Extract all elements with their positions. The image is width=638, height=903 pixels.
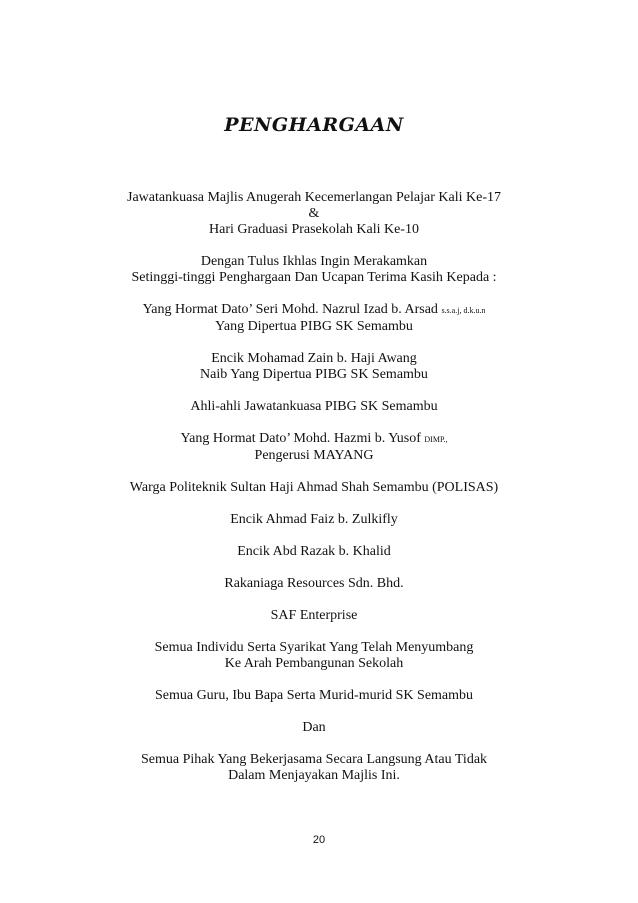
- acknowledgement-group: [110, 720, 518, 736]
- honorific-suffix: s.s.a.j, d.k.u.n: [441, 306, 486, 315]
- line-text: Warga Politeknik Sultan Haji Ahmad Shah Semambu (POLISAS): [129, 480, 499, 495]
- text-line: [110, 399, 518, 415]
- line-text: Semua Individu Serta Syarikat Yang Telah Menyumbang: [154, 640, 474, 655]
- acknowledgement-group: [110, 576, 518, 592]
- line-text: Dengan Tulus Ikhlas Ingin Merakamkan: [200, 254, 428, 269]
- text-line: [110, 512, 518, 528]
- text-line: [110, 206, 518, 222]
- text-line: [110, 319, 518, 335]
- text-line: [110, 576, 518, 592]
- line-text: Yang Hormat Dato’ Seri Mohd. Nazrul Izad b. Arsad: [142, 302, 438, 317]
- line-text: Yang Hormat Dato’ Mohd. Hazmi b. Yusof: [180, 431, 421, 446]
- line-text: SAF Enterprise: [270, 608, 358, 623]
- text-line: [110, 270, 518, 286]
- line-text: Setinggi-tinggi Penghargaan Dan Ucapan Terima Kasih Kepada :: [131, 270, 497, 285]
- line-text: Dalam Menjayakan Majlis Ini.: [228, 768, 400, 783]
- page-number: 20: [312, 834, 326, 846]
- text-line: [110, 190, 518, 206]
- line-text: Naib Yang Dipertua PIBG SK Semambu: [200, 367, 428, 382]
- text-line: [110, 431, 518, 448]
- line-text: Jawatankuasa Majlis Anugerah Kecemerlangan Pelajar Kali Ke-17: [127, 190, 501, 205]
- text-line: [110, 222, 518, 238]
- text-line: [110, 480, 518, 496]
- acknowledgement-group: [110, 431, 518, 464]
- acknowledgement-group: [110, 544, 518, 560]
- acknowledgement-group: [110, 608, 518, 624]
- acknowledgement-group: [110, 351, 518, 383]
- text-line: [110, 367, 518, 383]
- line-text: Ke Arah Pembangunan Sekolah: [224, 656, 404, 671]
- text-line: [110, 448, 518, 464]
- acknowledgement-body: [110, 190, 518, 800]
- line-text: Pengerusi MAYANG: [254, 448, 374, 463]
- acknowledgement-group: [110, 480, 518, 496]
- text-line: [110, 688, 518, 704]
- acknowledgement-group: [110, 688, 518, 704]
- line-text: Encik Mohamad Zain b. Haji Awang: [211, 351, 417, 366]
- acknowledgement-group: [110, 254, 518, 286]
- text-line: [110, 656, 518, 672]
- line-text: Encik Ahmad Faiz b. Zulkifly: [230, 512, 398, 527]
- text-line: [110, 351, 518, 367]
- line-text: Encik Abd Razak b. Khalid: [237, 544, 391, 559]
- line-text: &: [308, 206, 320, 221]
- line-text: Hari Graduasi Prasekolah Kali Ke-10: [209, 222, 419, 237]
- text-line: [110, 752, 518, 768]
- line-text: Semua Pihak Yang Bekerjasama Secara Langsung Atau Tidak: [140, 752, 488, 767]
- acknowledgement-group: [110, 752, 518, 784]
- line-text: Dan: [302, 720, 326, 735]
- text-line: [110, 720, 518, 736]
- acknowledgement-group: [110, 399, 518, 415]
- line-text: Yang Dipertua PIBG SK Semambu: [215, 319, 413, 334]
- text-line: [110, 254, 518, 270]
- line-text: Ahli-ahli Jawatankuasa PIBG SK Semambu: [190, 399, 438, 414]
- page-title: PENGHARGAAN: [224, 114, 404, 136]
- line-text: Semua Guru, Ibu Bapa Serta Murid-murid SK Semambu: [154, 688, 474, 703]
- acknowledgement-group: [110, 512, 518, 528]
- acknowledgement-group: [110, 190, 518, 238]
- line-text: Rakaniaga Resources Sdn. Bhd.: [224, 576, 404, 591]
- text-line: [110, 768, 518, 784]
- text-line: [110, 544, 518, 560]
- text-line: [110, 640, 518, 656]
- acknowledgement-group: [110, 302, 518, 335]
- text-line: [110, 302, 518, 319]
- honorific-suffix: DIMP.,: [424, 435, 448, 444]
- text-line: [110, 608, 518, 624]
- acknowledgement-group: [110, 640, 518, 672]
